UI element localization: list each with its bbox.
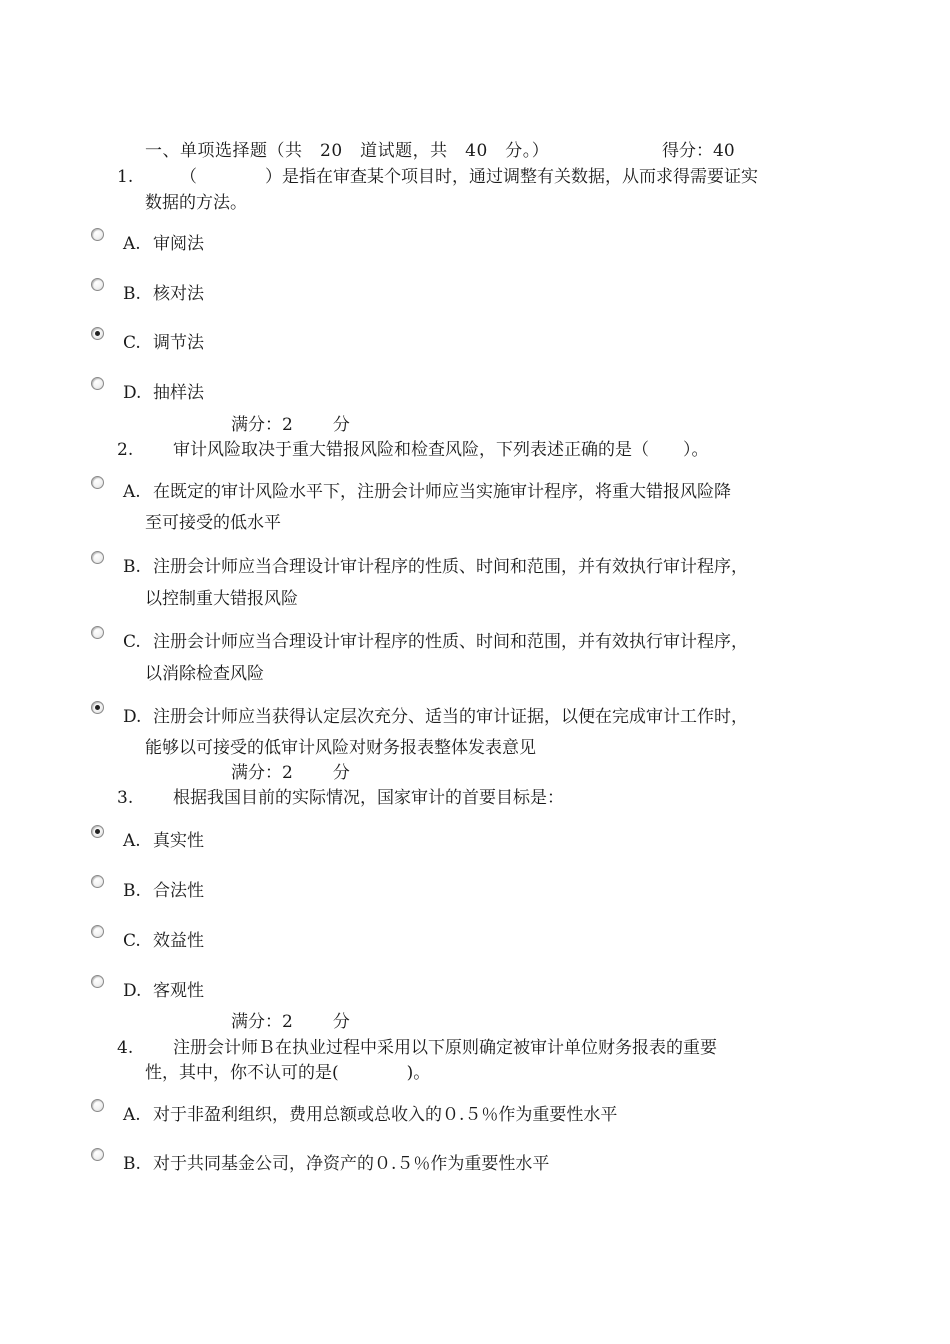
option-q2-b[interactable] (123, 555, 748, 579)
option-letter: A. (123, 482, 141, 502)
option-radio-q3-a[interactable] (91, 825, 104, 838)
option-text: 对于非盈利组织，费用总额或总收入的０.５％作为重要性水平 (153, 1105, 618, 1125)
option-radio-q2-b[interactable] (91, 551, 104, 564)
option-radio-q1-d[interactable] (91, 377, 104, 390)
option-q3-d[interactable] (123, 979, 204, 1003)
option-radio-q2-d[interactable] (91, 701, 104, 714)
question-number: 4. (117, 1038, 134, 1058)
full-score (231, 761, 350, 785)
option-text: 在既定的审计风险水平下，注册会计师应当实施审计程序，将重大错报风险降 (153, 482, 731, 502)
option-q2-c[interactable] (123, 630, 748, 654)
section-title: 一、单项选择题（共 20 道试题，共 40 分。） (145, 141, 550, 161)
option-radio-q3-b[interactable] (91, 875, 104, 888)
option-q3-c[interactable] (123, 929, 204, 953)
question-text: 注册会计师Ｂ在执业过程中采用以下原则确定被审计单位财务报表的重要 (173, 1038, 717, 1058)
option-radio-q1-c[interactable] (91, 327, 104, 340)
option-q4-b[interactable] (123, 1152, 549, 1176)
option-text-cont: 至可接受的低水平 (145, 513, 281, 533)
section-header (145, 139, 735, 163)
full-score-unit: 分 (332, 763, 350, 783)
question-text: 审计风险取决于重大错报风险和检查风险，下列表述正确的是（ ）。 (173, 440, 709, 460)
option-q1-d[interactable] (123, 381, 204, 405)
option-text-cont: 以消除检查风险 (145, 664, 264, 684)
question-number: 3. (117, 788, 134, 808)
score-display: 得分：40 (662, 141, 735, 161)
option-text: 注册会计师应当合理设计审计程序的性质、时间和范围，并有效执行审计程序， (153, 632, 748, 652)
full-score-label: 满分：2 (231, 1012, 293, 1032)
option-radio-q4-a[interactable] (91, 1099, 104, 1112)
option-letter: B. (123, 284, 141, 304)
option-q1-a[interactable] (123, 232, 204, 256)
option-text: 客观性 (153, 981, 204, 1001)
option-radio-q3-c[interactable] (91, 925, 104, 938)
option-q3-a[interactable] (123, 829, 204, 853)
option-text: 注册会计师应当获得认定层次充分、适当的审计证据，以便在完成审计工作时， (153, 707, 748, 727)
full-score-unit: 分 (332, 1012, 350, 1032)
question-number: 1. (117, 167, 134, 187)
option-q3-b[interactable] (123, 879, 204, 903)
option-radio-q2-a[interactable] (91, 476, 104, 489)
option-q4-a[interactable] (123, 1103, 617, 1127)
option-text-cont: 能够以可接受的低审计风险对财务报表整体发表意见 (145, 738, 536, 758)
option-letter: A. (123, 831, 141, 851)
question-text-cont: 性，其中，你不认可的是( )。 (145, 1063, 431, 1083)
option-q2-a[interactable] (123, 480, 731, 504)
option-text: 效益性 (153, 931, 204, 951)
option-text: 真实性 (153, 831, 204, 851)
option-letter: B. (123, 1154, 141, 1174)
option-letter: C. (123, 632, 141, 652)
option-q2-d[interactable] (123, 705, 748, 729)
option-text: 抽样法 (153, 383, 204, 403)
full-score (231, 1010, 350, 1034)
option-letter: B. (123, 881, 141, 901)
question-text-cont: 数据的方法。 (145, 193, 247, 213)
full-score-unit: 分 (332, 415, 350, 435)
option-letter: A. (123, 234, 141, 254)
option-radio-q1-b[interactable] (91, 278, 104, 291)
option-radio-q3-d[interactable] (91, 975, 104, 988)
option-q1-c[interactable] (123, 331, 204, 355)
option-letter: B. (123, 557, 141, 577)
option-radio-q1-a[interactable] (91, 228, 104, 241)
option-letter: C. (123, 333, 141, 353)
option-radio-q2-c[interactable] (91, 626, 104, 639)
question-text: 根据我国目前的实际情况，国家审计的首要目标是： (173, 788, 564, 808)
option-text: 注册会计师应当合理设计审计程序的性质、时间和范围，并有效执行审计程序， (153, 557, 748, 577)
question-text: （ ）是指在审查某个项目时，通过调整有关数据，从而求得需要证实 (180, 167, 758, 187)
option-letter: A. (123, 1105, 141, 1125)
option-text: 审阅法 (153, 234, 204, 254)
option-q1-b[interactable] (123, 282, 204, 306)
option-letter: C. (123, 931, 141, 951)
option-letter: D. (123, 383, 142, 403)
option-text-cont: 以控制重大错报风险 (145, 589, 298, 609)
full-score-label: 满分：2 (231, 415, 293, 435)
full-score (231, 413, 350, 437)
option-letter: D. (123, 981, 142, 1001)
option-text: 对于共同基金公司，净资产的０.５％作为重要性水平 (153, 1154, 550, 1174)
option-letter: D. (123, 707, 142, 727)
option-text: 核对法 (153, 284, 204, 304)
question-number: 2. (117, 440, 134, 460)
full-score-label: 满分：2 (231, 763, 293, 783)
option-text: 调节法 (153, 333, 204, 353)
option-radio-q4-b[interactable] (91, 1148, 104, 1161)
option-text: 合法性 (153, 881, 204, 901)
